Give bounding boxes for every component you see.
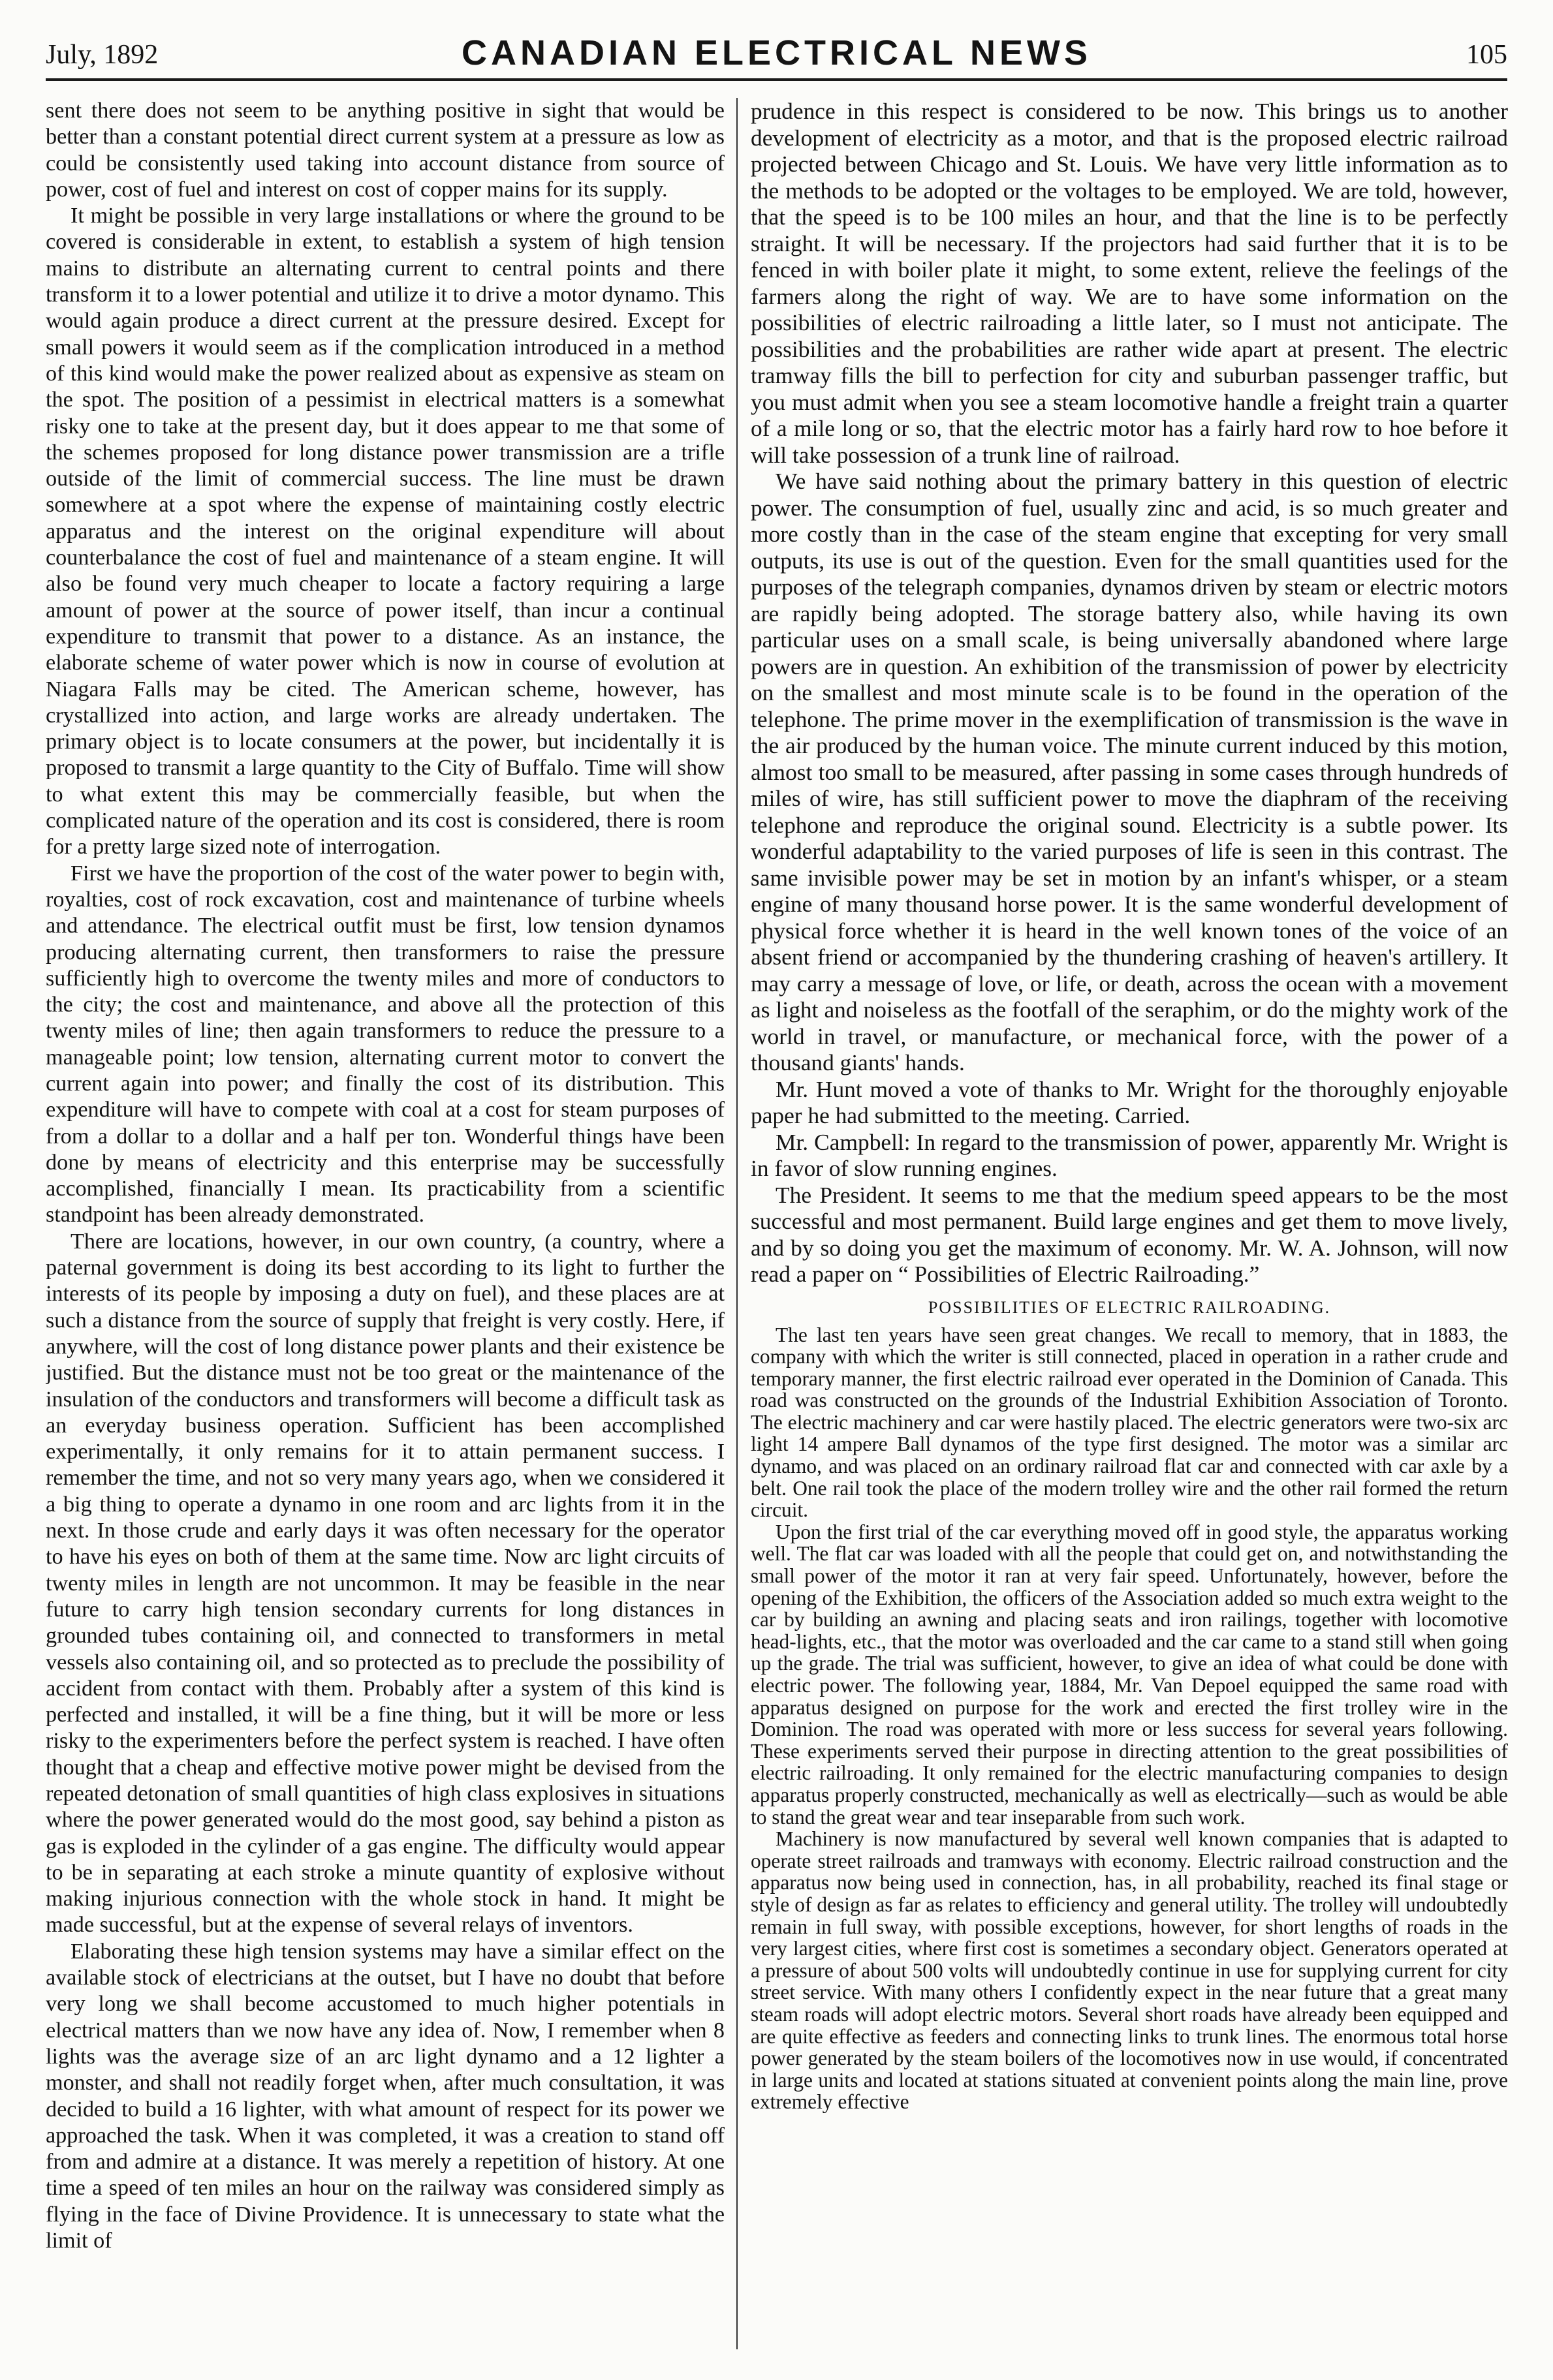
section-heading: POSSIBILITIES OF ELECTRIC RAILROADING. bbox=[928, 1297, 1331, 1317]
paragraph-small: Machinery is now manufactured by several well known companies that is adapted to operate street railroads and tramways with economy. Electric railroad construction and the apparatus now being used in connection, has, in all probability, reached its final stage or style of design as far as relates to efficiency and general utility. The trolley will undoubtedly remain in full sway, with possible exceptions, however, for short lengths of roads in the very largest cities, where first cost is sometimes a secondary object. Generators operated at a pressure of about 500 volts will undoubtedly continue in use for supplying current for city street service. With many others I confidently expect in the near future that a great many steam roads will adopt electric motors. Several short roads have already been equipped and are quite effective as feeders and connecting links to trunk lines. The enormous total horse power generated by the steam boilers of the locomotives now in use would, if concentrated in large units and located at stations situated at convenient points along the main line, prove extremely effective bbox=[751, 1827, 1508, 2114]
page-header bbox=[46, 26, 1507, 81]
paragraph: prudence in this respect is considered to be now. This brings us to another development of electricity as a motor, and that is the proposed electric railroad projected between Chicago and St. Louis. We have very little information as to the methods to be adopted or the voltages to be employed. We are told, however, that the speed is to be 100 miles an hour, and that the line is to be perfectly straight. It will be necessary. If the projectors had said further that it is to be fenced in with boiler plate it might, to some extent, relieve the feelings of the farmers along the right of way. We are to have some information on the possibilities of electric railroading a little later, so I must not anticipate. The possibilities and the probabilities are rather wide apart at present. The electric tramway fills the bill to perfection for city and suburban passenger traffic, but you must admit when you see a steam locomotive handle a freight train a quarter of a mile long or so, that the electric motor has a fairly hard row to hoe before it will take possession of a trunk line of railroad. bbox=[751, 98, 1508, 468]
paragraph: First we have the proportion of the cost of the water power to begin with, royalties, cost of rock excavation, cost and maintenance of turbine wheels and attendance. The electrical outfit must be first, low tension dynamos producing alternating current, then transformers to raise the pressure sufficiently high to overcome the twenty miles and more of conductors to the city; the cost and maintenance, and above all the protection of this twenty miles of line; then again transformers to reduce the pressure to a manageable point; low tension, alternating current motor to convert the current again into power; and finally the cost of its distribution. This expenditure will have to compete with coal at a cost for steam purposes of from a dollar to a dollar and a half per ton. Wonderful things have been done by means of electricity and this enterprise may be successfully accomplished, financially I mean. Its practicability from a scientific standpoint has been already demonstrated. bbox=[46, 861, 725, 1228]
column-divider bbox=[736, 98, 738, 2349]
publication-title: CANADIAN ELECTRICAL NEWS bbox=[462, 33, 1091, 72]
paragraph: It might be possible in very large installations or where the ground to be covered is considerable in extent, to establish a system of high tension mains to distribute an alternating current to central points and there transform it to a lower potential and utilize it to drive a motor dynamo. This would again produce a direct current at the pressure desired. Except for small powers it would seem as if the complication introduced in a method of this kind would make the power realized about as expensive as steam on the spot. The position of a pessimist in electrical matters is a somewhat risky one to take at the present day, but it does appear to me that some of the schemes proposed for long distance power transmission are a trifle outside of the limit of commercial success. The line must be drawn somewhere at a spot where the expense of maintaining costly electric apparatus and the interest on the original expenditure will about counterbalance the cost of fuel and maintenance of a steam engine. It will also be found very much cheaper to locate a factory requiring a large amount of power at the source of power itself, than incur a continual expenditure to transmit that power to a distance. As an instance, the elaborate scheme of water power which is now in course of evolution at Niagara Falls may be cited. The American scheme, however, has crystallized into action, and large works are already undertaken. The primary object is to locate consumers at the power, but incidentally it is proposed to transmit a large quantity to the City of Buffalo. Time will show to what extent this may be commercially feasible, but when the complicated nature of the operation and its cost is considered, there is room for a pretty large sized note of interrogation. bbox=[46, 204, 725, 859]
paragraph: We have said nothing about the primary battery in this question of electric power. The consumption of fuel, usually zinc and acid, is so much greater and more costly than in the case of the steam engine that excepting for very small outputs, its use is out of the question. Even for the small quantities used for the purposes of the telegraph companies, dynamos driven by steam or electric motors are rapidly being adopted. The storage battery also, while having its own particular uses on a small scale, is being universally abandoned where large powers are in question. An exhibition of the transmission of power by electricity on the smallest and most minute scale is to be found in the operation of the telephone. The prime mover in the exemplification of transmission is the wave in the air produced by the human voice. The minute current induced by this motion, almost too small to be measured, after passing in some cases through hundreds of miles of wire, has still sufficient power to move the diaphram of the receiving telephone and reproduce the original sound. Electricity is a subtle power. Its wonderful adaptability to the varied purposes of life is seen in this contrast. The same invisible power may be set in motion by an infant's whisper, or a steam engine of many thousand horse power. It is the same wonderful development of physical force whether it is heard in the well known tones of the voice of an absent friend or accompanied by the thundering crashing of heaven's artillery. It may carry a message of love, or life, or death, across the ocean with a movement as light and noiseless as the footfall of the seraphim, or do the mighty work of the world in travel, or manufacture, or mechanical force, with the power of a thousand giants' hands. bbox=[751, 468, 1508, 1075]
paragraph: Mr. Campbell: In regard to the transmission of power, apparently Mr. Wright is in favor of slow running engines. bbox=[751, 1128, 1508, 1181]
issue-date: July, 1892 bbox=[46, 40, 159, 70]
left-column bbox=[46, 98, 725, 2362]
paragraph: Elaborating these high tension systems may have a similar effect on the available stock of electricians at the outset, but I have no doubt that before very long we shall become accustomed to much higher potentials in electrical matters than we now have any idea of. Now, I remember when 8 lights was the average size of an arc light dynamo and a 12 lighter a monster, and shall not readily forget when, after much consultation, it was decided to build a 16 lighter, with what amount of respect for its power we approached the task. When it was completed, it was a creation to stand off from and admire at a distance. It was merely a repetition of history. At one time a speed of ten miles an hour on the railway was considered simply as flying in the face of Divine Providence. It is unnecessary to state what the limit of bbox=[46, 1939, 725, 2253]
paragraph-small: Upon the first trial of the car everything moved off in good style, the apparatus working well. The flat car was loaded with all the people that could get on, and notwithstanding the small power of the motor it ran at very fair speed. Unfortunately, however, before the opening of the Exhibition, the officers of the Association added so much extra weight to the car by building an awning and placing seats and iron railings, together with locomotive head-lights, etc., that the motor was overloaded and the car came to a stand still when going up the grade. The trial was sufficient, however, to give an idea of what could be done with electric power. The following year, 1884, Mr. Van Depoel equipped the same road with apparatus designed on purpose for the work and erected the first trolley wire in the Dominion. The road was operated with more or less success for several years following. These experiments served their purpose in directing attention to the great possibilities of electric railroading. It only remained for the electric manufacturing companies to design apparatus properly constructed, mechanically as well as electrically—such as would be able to stand the great wear and tear inseparable from such work. bbox=[751, 1520, 1508, 1829]
paragraph: Mr. Hunt moved a vote of thanks to Mr. Wright for the thoroughly enjoyable paper he had submitted to the meeting. Carried. bbox=[751, 1075, 1508, 1128]
page-number: 105 bbox=[1466, 40, 1507, 70]
right-column bbox=[751, 98, 1508, 2362]
paragraph: The President. It seems to me that the medium speed appears to be the most successful and most permanent. Build large engines and get them to move lively, and by so doing you get the maximum of economy. Mr. W. A. Johnson, will now read a paper on “ Possibilities of Electric Railroading.” bbox=[751, 1181, 1508, 1287]
paragraph-small: The last ten years have seen great changes. We recall to memory, that in 1883, the company with which the writer is still connected, placed in operation in a rather crude and temporary manner, the first electric railroad ever operated in the Dominion of Canada. This road was constructed on the grounds of the Industrial Exhibition Association of Toronto. The electric machinery and car were hastily placed. The electric generators were two-six arc light 14 ampere Ball dynamos of the type first designed. The motor was a similar arc dynamo, and was placed on an ordinary railroad flat car and connected with car axle by a belt. One rail took the place of the modern trolley wire and the other rail formed the return circuit. bbox=[751, 1323, 1508, 1522]
paragraph: There are locations, however, in our own country, (a country, where a paternal government is doing its best according to its light to further the interests of its people by imposing a duty on fuel), and these places are at such a distance from the source of supply that freight is very costly. Here, if anywhere, will the cost of long distance power plants and their existence be justified. But the distance must not be too great or the maintenance of the insulation of the conductors and transformers will become a difficult task as an everyday business operation. Sufficient has been accomplished experimentally, it only remains for it to attain permanent success. I remember the time, and not so very many years ago, when we considered it a big thing to operate a dynamo in one room and arc lights from it in the next. In those crude and early days it was often necessary for the operator to have his eyes on both of them at the same time. Now arc light circuits of twenty miles in length are not uncommon. It may be feasible in the near future to carry high tension secondary currents for long distances in grounded tubes containing oil, and connected to transformers in metal vessels also containing oil, and so protected as to preclude the possibility of accident from contact with them. Probably after a system of this kind is perfected and installed, it will be a fine thing, but it will be more or less risky to the experimenters before the perfect system is reached. I have often thought that a cheap and effective motive power might be devised from the repeated detonation of small quantities of high class explosives in situations where the power generated would do the most good, say behind a piston as gas is exploded in the cylinder of a gas engine. The difficulty would appear to be in separating at each stroke a minute quantity of explosive without making injurious connection with the whole stock in hand. It might be made successful, but at the expense of several relays of inventors. bbox=[46, 1229, 725, 1938]
paragraph: sent there does not seem to be anything positive in sight that would be better than a constant potential direct current system at a pressure as low as could be consistently used taking into account distance from source of power, cost of fuel and interest on cost of copper mains for its supply. bbox=[46, 99, 725, 202]
